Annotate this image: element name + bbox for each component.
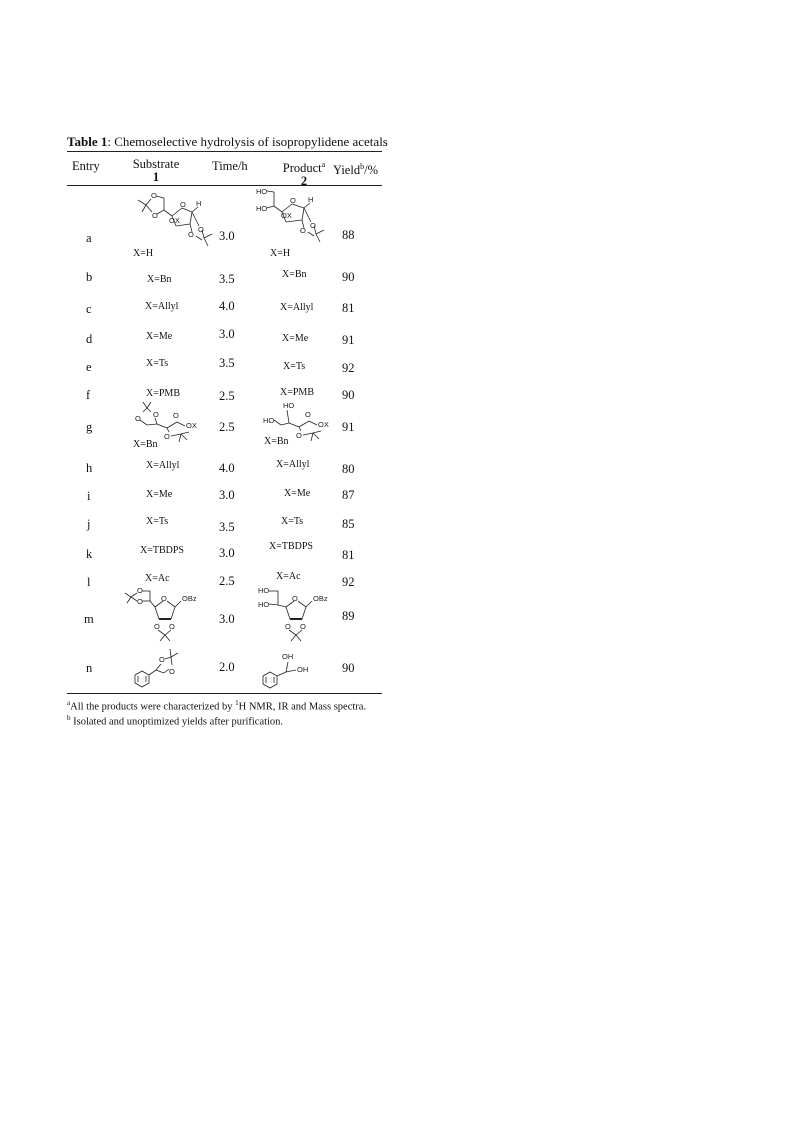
entry-cell: a [86,231,92,245]
svg-text:O: O [169,622,175,631]
svg-text:O: O [300,226,306,235]
entry-cell: f [86,388,91,402]
substrate-label: X=H [133,248,154,259]
header-yield-label: Yield [333,163,361,178]
product-label: X=Bn [264,436,289,447]
header-product-number: 2 [300,174,308,189]
svg-text:HO: HO [283,401,295,410]
svg-text:HO: HO [256,187,268,196]
product-label: X=Ts [283,361,306,372]
table-caption [67,134,388,150]
header-yield [333,160,378,177]
product-label: X=Allyl [280,302,314,313]
product-label: X=H [270,248,291,259]
footnote-a [67,699,366,713]
substrate-label: X=Ts [146,516,169,527]
svg-text:HO: HO [258,600,270,609]
entry-cell: i [87,489,91,503]
svg-text:OBz: OBz [182,594,197,603]
product-label: X=PMB [280,387,314,398]
yield-cell: 87 [342,488,355,502]
svg-text:O: O [153,410,159,419]
substrate-structure-a [136,186,226,248]
header-entry: Entry [72,159,100,173]
substrate-label: X=Ac [145,573,170,584]
entry-cell: j [87,517,91,531]
svg-text:OH: OH [297,665,309,674]
svg-text:OX: OX [318,420,329,429]
substrate-label: X=Allyl [145,301,179,312]
time-cell: 3.0 [219,546,235,560]
time-cell: 2.5 [219,389,235,403]
yield-cell: 80 [342,462,355,476]
footnote-b-text: Isolated and unoptimized yields after purification. [70,716,284,728]
svg-text:O: O [135,414,141,423]
footnote-a-text-2: H NMR, IR and Mass spectra. [238,701,367,713]
time-cell: 3.0 [219,488,235,502]
header-product-sup: a [321,160,326,169]
entry-cell: g [86,420,93,434]
yield-cell: 81 [342,301,355,315]
substrate-label: X=Bn [133,439,158,450]
entry-cell: c [86,302,92,316]
svg-text:O: O [164,432,170,441]
time-cell: 2.0 [219,660,235,674]
svg-text:OX: OX [169,216,180,225]
svg-text:O: O [173,411,179,420]
svg-text:O: O [292,594,298,603]
yield-cell: 91 [342,420,355,434]
yield-cell: 88 [342,228,355,242]
svg-text:O: O [188,230,194,239]
header-yield-sup: b [360,162,365,171]
svg-text:HO: HO [263,416,275,425]
svg-text:OBz: OBz [313,594,328,603]
header-substrate-number: 1 [152,170,160,184]
time-cell: 3.0 [219,327,235,341]
yield-cell: 81 [342,548,355,562]
header-substrate [128,158,184,184]
substrate-label: X=TBDPS [140,545,184,556]
time-cell: 3.5 [219,272,235,286]
time-cell: 4.0 [219,461,235,475]
time-cell: 4.0 [219,299,235,313]
footnote-a-text-1: All the products were characterized by [70,701,236,713]
svg-text:OX: OX [281,211,292,220]
product-label: X=Me [284,488,311,499]
header-product-label: Product [282,161,322,176]
yield-cell: 85 [342,517,355,531]
time-cell: 3.5 [219,520,235,534]
yield-cell: 90 [342,270,355,284]
substrate-label: X=PMB [146,388,180,399]
product-label: X=TBDPS [269,541,313,552]
svg-text:H: H [308,195,314,204]
product-structure-n [258,650,338,690]
substrate-label: X=Bn [147,274,172,285]
svg-text:HO: HO [258,586,270,595]
top-rule [67,151,382,152]
substrate-structure-g [131,400,211,440]
product-structure-m [256,587,346,647]
time-cell: 2.5 [219,420,235,434]
yield-cell: 90 [342,661,355,675]
yield-cell: 92 [342,575,355,589]
footnote-b [67,714,283,728]
substrate-label: X=Me [146,489,173,500]
svg-text:OH: OH [282,652,294,661]
footnote-b-mark: b [67,714,71,722]
header-substrate-label: Substrate [132,157,180,171]
substrate-label: X=Allyl [146,460,180,471]
caption-label: Table 1 [67,134,108,149]
svg-text:O: O [310,221,316,230]
yield-cell: 90 [342,388,355,402]
svg-text:O: O [300,622,306,631]
svg-text:O: O [161,594,167,603]
svg-text:H: H [196,199,202,208]
svg-text:O: O [285,622,291,631]
entry-cell: e [86,360,92,374]
svg-text:O: O [198,225,204,234]
entry-cell: h [86,461,93,475]
entry-cell: k [86,547,93,561]
svg-text:O: O [154,622,160,631]
product-structure-g [263,399,343,439]
svg-text:O: O [290,196,296,205]
substrate-structure-n [130,645,200,691]
product-label: X=Allyl [276,459,310,470]
svg-text:O: O [137,586,143,595]
svg-text:O: O [152,211,158,220]
time-cell: 2.5 [219,574,235,588]
svg-text:HO: HO [256,204,268,213]
svg-text:O: O [159,655,165,664]
footnote-a-mark: a [67,699,71,707]
time-cell: 3.5 [219,356,235,370]
product-label: X=Me [282,333,309,344]
header-yield-unit: /% [364,163,378,178]
svg-text:O: O [180,200,186,209]
svg-text:O: O [305,410,311,419]
header-time: Time/h [212,159,248,173]
caption-text: : Chemoselective hydrolysis of isopropylidene acetals [107,134,388,149]
entry-cell: n [86,661,93,675]
entry-cell: d [86,332,93,346]
header-product [274,158,334,188]
entry-cell: l [87,575,91,589]
time-cell: 3.0 [219,229,235,243]
product-label: X=Bn [282,269,307,280]
substrate-label: X=Ts [146,358,169,369]
product-label: X=Ts [281,516,304,527]
yield-cell: 89 [342,609,355,623]
time-cell: 3.0 [219,612,235,626]
substrate-label: X=Me [146,331,173,342]
svg-text:O: O [296,431,302,440]
entry-cell: b [86,270,93,284]
yield-cell: 91 [342,333,355,347]
svg-text:O: O [137,597,143,606]
svg-text:O: O [169,667,175,676]
bottom-rule [67,693,382,694]
footnote-a-sup: 1 [235,699,239,707]
product-label: X=Ac [276,571,301,582]
entry-cell: m [84,612,94,626]
svg-text:O: O [151,191,157,200]
yield-cell: 92 [342,361,355,375]
product-structure-a [254,186,354,248]
svg-text:OX: OX [186,421,197,430]
substrate-structure-m [125,587,215,647]
